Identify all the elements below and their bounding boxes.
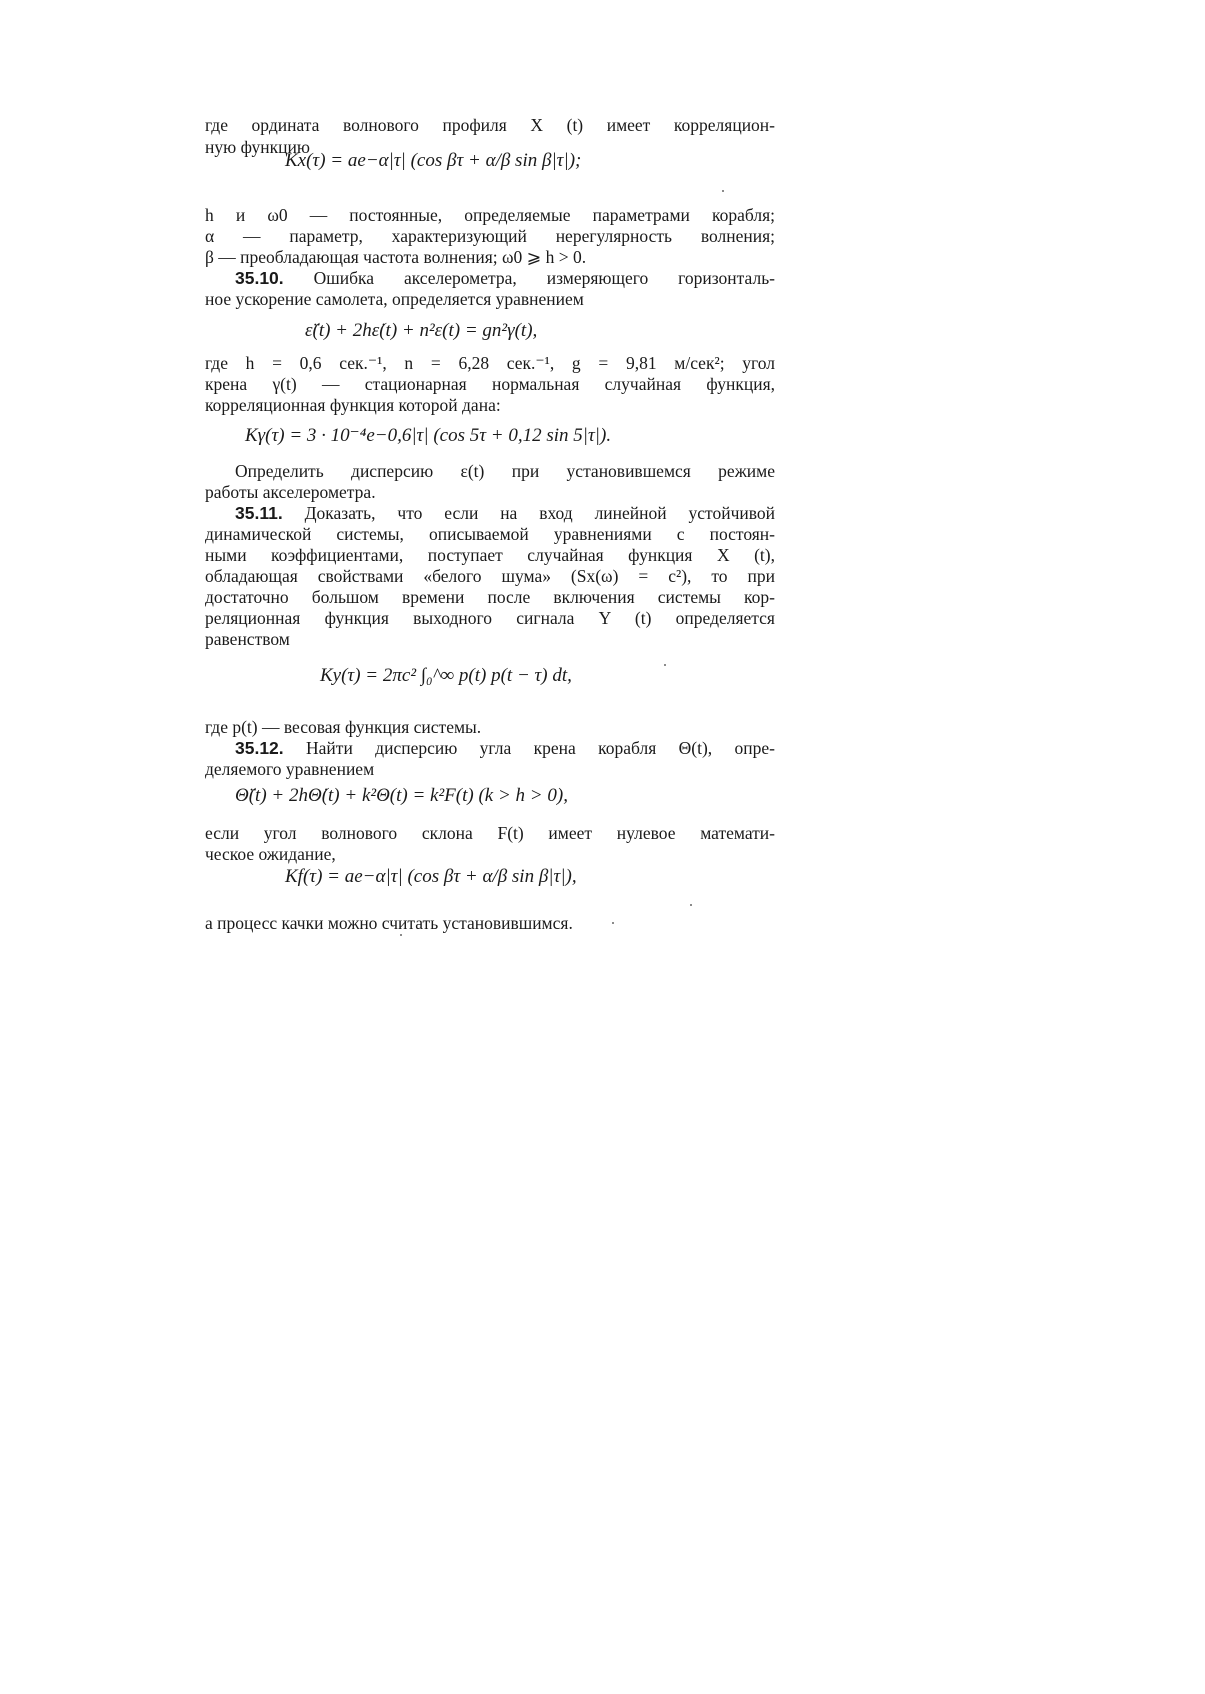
scan-speck [664, 664, 666, 666]
paragraph-line: работы акселерометра. [205, 482, 376, 502]
paragraph-line: где h = 0,6 сек.⁻¹, n = 6,28 сек.⁻¹, g = 9,81 м/сек²; угол [205, 353, 775, 373]
paragraph-line: обладающая свойствами «белого шума» (Sx(ω) = c²), то при [205, 566, 775, 586]
equation-kx: Kx(τ) = ae−α|τ| (cos βτ + α/β sin β|τ|); [285, 150, 582, 171]
paragraph-line: ными коэффициентами, поступает случайная функция X (t), [205, 545, 775, 565]
paragraph-line: деляемого уравнением [205, 759, 375, 779]
scan-speck [690, 904, 692, 906]
paragraph-text: Найти дисперсию угла крена корабля Θ(t), опре- [306, 738, 775, 758]
paragraph-line: достаточно большом времени после включения системы кор- [205, 587, 775, 607]
scan-speck [722, 190, 724, 192]
problem-number: 35.11. [235, 503, 283, 523]
paragraph-line: ную функцию [205, 137, 310, 157]
equation-kf: Kf(τ) = ae−α|τ| (cos βτ + α/β sin β|τ|), [285, 866, 577, 887]
paragraph-line: β — преобладающая частота волнения; ω0 ⩾ h > 0. [205, 247, 587, 267]
problem-number: 35.10. [235, 268, 284, 288]
paragraph-line: равенством [205, 629, 290, 649]
paragraph-line: корреляционная функция которой дана: [205, 395, 501, 415]
paragraph-line: ческое ожидание, [205, 844, 336, 864]
paragraph-line: где p(t) — весовая функция системы. [205, 717, 482, 737]
paragraph-line: h и ω0 — постоянные, определяемые параметрами корабля; [205, 205, 775, 225]
scan-speck [400, 934, 402, 936]
problem-35-11-first-line [235, 502, 775, 524]
problem-35-10-first-line [235, 267, 775, 289]
equation-roll-angle: Θ̈(t) + 2hΘ̇(t) + k²Θ(t) = k²F(t) (k > h > 0), [235, 785, 568, 806]
equation-kgamma: Kγ(τ) = 3 · 10⁻⁴e−0,6|τ| (cos 5τ + 0,12 sin 5|τ|). [245, 425, 612, 446]
paragraph-line: α — параметр, характеризующий нерегулярность волнения; [205, 226, 775, 246]
paragraph-line: если угол волнового склона F(t) имеет нулевое математи- [205, 823, 775, 843]
equation-ky-integral: Ky(τ) = 2πc² ∫₀^∞ p(t) p(t − τ) dt, [320, 665, 572, 686]
paragraph-line: реляционная функция выходного сигнала Y (t) определяется [205, 608, 775, 628]
problem-number: 35.12. [235, 738, 284, 758]
paragraph-line: динамической системы, описываемой уравнениями с постоян- [205, 524, 775, 544]
paragraph-line: а процесс качки можно считать установившимся. [205, 913, 573, 933]
paragraph-line: где ордината волнового профиля X (t) имеет корреляцион- [205, 115, 775, 135]
equation-accelerometer: ε̈(t) + 2hε̇(t) + n²ε(t) = gn²γ(t), [305, 320, 538, 341]
paragraph-text: Доказать, что если на вход линейной устойчивой [304, 503, 776, 523]
paragraph-line: крена γ(t) — стационарная нормальная случайная функция, [205, 374, 775, 394]
paragraph-line: ное ускорение самолета, определяется уравнением [205, 289, 584, 309]
paragraph-text: Ошибка акселерометра, измеряющего горизонталь- [313, 268, 776, 288]
paragraph-line: Определить дисперсию ε(t) при установившемся режиме [235, 461, 775, 481]
problem-35-12-first-line [235, 737, 775, 759]
scan-speck [612, 922, 614, 924]
